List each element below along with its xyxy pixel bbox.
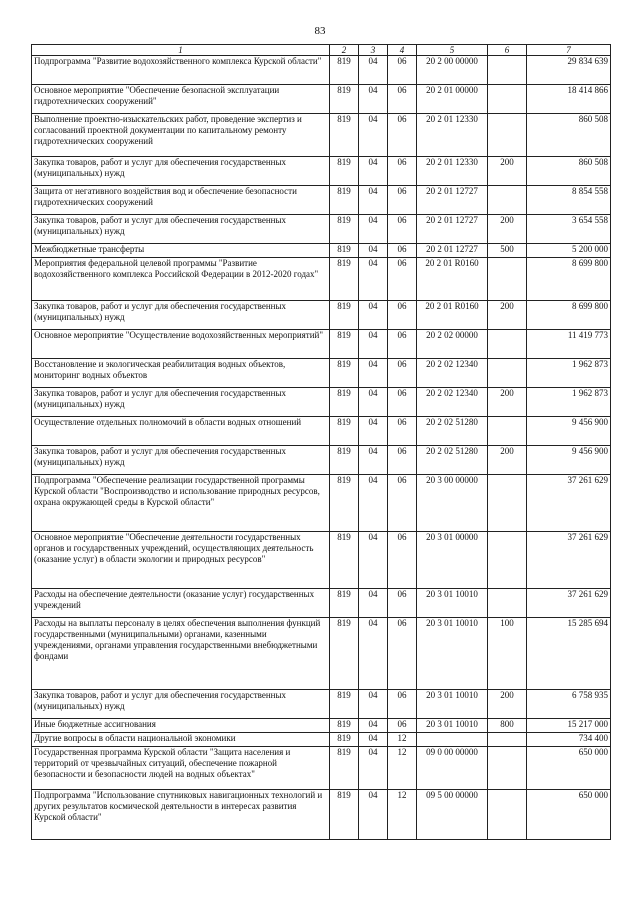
row-grbs: 819 — [330, 589, 359, 618]
column-header: 3 — [359, 45, 388, 56]
row-grbs: 819 — [330, 258, 359, 301]
table-row — [32, 301, 611, 330]
row-expense-type — [488, 790, 527, 840]
row-subsection: 06 — [388, 301, 417, 330]
row-grbs: 819 — [330, 244, 359, 258]
row-expense-type — [488, 532, 527, 589]
column-header: 1 — [32, 45, 330, 56]
row-section: 04 — [359, 589, 388, 618]
row-name: Государственная программа Курской области "Защита населения и территорий от чрезвычайных ситуаций, обеспечение пожарной безопасности и безопасности людей на водных объектах" — [32, 747, 330, 790]
row-grbs: 819 — [330, 215, 359, 244]
row-expense-type: 200 — [488, 388, 527, 417]
row-amount: 860 508 — [527, 114, 611, 157]
table-row — [32, 157, 611, 186]
row-amount: 15 285 694 — [527, 618, 611, 690]
row-subsection: 06 — [388, 258, 417, 301]
row-expense-type: 100 — [488, 618, 527, 690]
row-section: 04 — [359, 790, 388, 840]
row-grbs: 819 — [330, 532, 359, 589]
row-grbs: 819 — [330, 157, 359, 186]
row-subsection: 06 — [388, 618, 417, 690]
row-name: Иные бюджетные ассигнования — [32, 719, 330, 733]
row-grbs: 819 — [330, 330, 359, 359]
row-name: Расходы на выплаты персоналу в целях обеспечения выполнения функций государственными (муниципальными) органами, казенными учреждениями, органами управления государственными внебюджетными фондами — [32, 618, 330, 690]
row-subsection: 06 — [388, 186, 417, 215]
row-subsection: 06 — [388, 85, 417, 114]
row-amount: 9 456 900 — [527, 446, 611, 475]
row-subsection: 06 — [388, 475, 417, 532]
row-section: 04 — [359, 475, 388, 532]
row-subsection: 12 — [388, 790, 417, 840]
row-target-article: 20 2 01 R0160 — [417, 301, 488, 330]
row-section: 04 — [359, 359, 388, 388]
row-expense-type — [488, 475, 527, 532]
row-expense-type — [488, 186, 527, 215]
row-expense-type — [488, 330, 527, 359]
table-row — [32, 186, 611, 215]
row-section: 04 — [359, 690, 388, 719]
row-target-article: 20 2 00 00000 — [417, 56, 488, 85]
row-amount: 650 000 — [527, 790, 611, 840]
row-name: Закупка товаров, работ и услуг для обеспечения государственных (муниципальных) нужд — [32, 215, 330, 244]
row-expense-type: 200 — [488, 301, 527, 330]
row-amount: 8 699 800 — [527, 301, 611, 330]
row-name: Закупка товаров, работ и услуг для обеспечения государственных (муниципальных) нужд — [32, 690, 330, 719]
row-amount: 15 217 000 — [527, 719, 611, 733]
row-expense-type — [488, 85, 527, 114]
row-name: Основное мероприятие "Обеспечение деятельности государственных органов и государственных учреждений, осуществляющих деятельность (оказание услуг) в области экологии и природных ресурсов" — [32, 532, 330, 589]
row-target-article: 20 3 01 10010 — [417, 719, 488, 733]
row-grbs: 819 — [330, 690, 359, 719]
row-section: 04 — [359, 388, 388, 417]
row-name: Межбюджетные трансферты — [32, 244, 330, 258]
row-subsection: 06 — [388, 388, 417, 417]
row-amount: 8 854 558 — [527, 186, 611, 215]
row-target-article: 20 2 01 R0160 — [417, 258, 488, 301]
row-name: Выполнение проектно-изыскательских работ, проведение экспертиз и согласований проектной документации по капитальному ремонту гидротехнических сооружений — [32, 114, 330, 157]
row-section: 04 — [359, 215, 388, 244]
header-row — [32, 45, 611, 56]
row-grbs: 819 — [330, 388, 359, 417]
row-target-article: 20 2 01 12330 — [417, 114, 488, 157]
row-grbs: 819 — [330, 475, 359, 532]
row-name: Подпрограмма "Обеспечение реализации государственной программы Курской области "Воспроизводство и использование природных ресурсов, охрана окружающей среды в Курской области" — [32, 475, 330, 532]
table-row — [32, 446, 611, 475]
row-section: 04 — [359, 330, 388, 359]
row-section: 04 — [359, 733, 388, 747]
row-name: Другие вопросы в области национальной экономики — [32, 733, 330, 747]
row-grbs: 819 — [330, 85, 359, 114]
row-section: 04 — [359, 157, 388, 186]
row-amount: 6 758 935 — [527, 690, 611, 719]
row-amount: 37 261 629 — [527, 475, 611, 532]
row-section: 04 — [359, 258, 388, 301]
row-subsection: 06 — [388, 532, 417, 589]
row-name: Защита от негативного воздействия вод и обеспечение безопасности гидротехнических сооружений — [32, 186, 330, 215]
table-row — [32, 618, 611, 690]
row-expense-type — [488, 733, 527, 747]
budget-table — [31, 44, 611, 840]
row-grbs: 819 — [330, 747, 359, 790]
row-amount: 734 400 — [527, 733, 611, 747]
row-section: 04 — [359, 446, 388, 475]
row-expense-type — [488, 359, 527, 388]
row-amount: 860 508 — [527, 157, 611, 186]
row-target-article: 20 2 01 12727 — [417, 186, 488, 215]
row-subsection: 06 — [388, 330, 417, 359]
row-expense-type — [488, 114, 527, 157]
row-expense-type — [488, 56, 527, 85]
row-amount: 3 654 558 — [527, 215, 611, 244]
row-grbs: 819 — [330, 301, 359, 330]
row-target-article: 20 3 01 10010 — [417, 618, 488, 690]
row-grbs: 819 — [330, 790, 359, 840]
row-name: Восстановление и экологическая реабилитация водных объектов, мониторинг водных объектов — [32, 359, 330, 388]
row-target-article: 20 3 01 10010 — [417, 589, 488, 618]
row-name: Мероприятия федеральной целевой программы "Развитие водохозяйственного комплекса Российской Федерации в 2012-2020 годах" — [32, 258, 330, 301]
row-name: Закупка товаров, работ и услуг для обеспечения государственных (муниципальных) нужд — [32, 388, 330, 417]
row-expense-type: 800 — [488, 719, 527, 733]
row-section: 04 — [359, 417, 388, 446]
table-row — [32, 330, 611, 359]
row-section: 04 — [359, 301, 388, 330]
table-row — [32, 589, 611, 618]
row-name: Закупка товаров, работ и услуг для обеспечения государственных (муниципальных) нужд — [32, 157, 330, 186]
row-grbs: 819 — [330, 114, 359, 157]
row-expense-type: 500 — [488, 244, 527, 258]
row-section: 04 — [359, 114, 388, 157]
row-amount: 8 699 800 — [527, 258, 611, 301]
row-section: 04 — [359, 244, 388, 258]
table-row — [32, 56, 611, 85]
row-section: 04 — [359, 747, 388, 790]
row-amount: 37 261 629 — [527, 532, 611, 589]
table-row — [32, 747, 611, 790]
table-row — [32, 690, 611, 719]
table-row — [32, 790, 611, 840]
table-row — [32, 258, 611, 301]
table-row — [32, 359, 611, 388]
row-expense-type — [488, 747, 527, 790]
column-header: 6 — [488, 45, 527, 56]
column-header: 5 — [417, 45, 488, 56]
row-amount: 650 000 — [527, 747, 611, 790]
row-name: Расходы на обеспечение деятельности (оказание услуг) государственных учреждений — [32, 589, 330, 618]
row-target-article — [417, 733, 488, 747]
row-name: Подпрограмма "Развитие водохозяйственного комплекса Курской области" — [32, 56, 330, 85]
row-target-article: 20 3 00 00000 — [417, 475, 488, 532]
row-amount: 11 419 773 — [527, 330, 611, 359]
row-name: Закупка товаров, работ и услуг для обеспечения государственных (муниципальных) нужд — [32, 446, 330, 475]
table-row — [32, 475, 611, 532]
row-name: Осуществление отдельных полномочий в области водных отношений — [32, 417, 330, 446]
row-grbs: 819 — [330, 733, 359, 747]
row-amount: 37 261 629 — [527, 589, 611, 618]
row-grbs: 819 — [330, 446, 359, 475]
row-subsection: 06 — [388, 690, 417, 719]
table-row — [32, 532, 611, 589]
row-target-article: 20 3 01 00000 — [417, 532, 488, 589]
row-amount: 5 200 000 — [527, 244, 611, 258]
row-amount: 1 962 873 — [527, 388, 611, 417]
row-subsection: 06 — [388, 114, 417, 157]
row-section: 04 — [359, 719, 388, 733]
row-subsection: 12 — [388, 747, 417, 790]
row-grbs: 819 — [330, 56, 359, 85]
row-name: Закупка товаров, работ и услуг для обеспечения государственных (муниципальных) нужд — [32, 301, 330, 330]
row-subsection: 06 — [388, 56, 417, 85]
row-target-article: 09 0 00 00000 — [417, 747, 488, 790]
row-grbs: 819 — [330, 359, 359, 388]
column-header: 7 — [527, 45, 611, 56]
row-section: 04 — [359, 532, 388, 589]
row-name: Основное мероприятие "Обеспечение безопасной эксплуатации гидротехнических сооружений" — [32, 85, 330, 114]
row-target-article: 20 2 02 12340 — [417, 359, 488, 388]
row-subsection: 06 — [388, 215, 417, 244]
row-section: 04 — [359, 56, 388, 85]
row-target-article: 20 2 01 00000 — [417, 85, 488, 114]
row-expense-type: 200 — [488, 690, 527, 719]
row-section: 04 — [359, 85, 388, 114]
row-target-article: 20 2 02 00000 — [417, 330, 488, 359]
row-name: Подпрограмма "Использование спутниковых навигационных технологий и других результатов космической деятельности в интересах развития Курской области" — [32, 790, 330, 840]
row-subsection: 06 — [388, 157, 417, 186]
row-amount: 9 456 900 — [527, 417, 611, 446]
column-header: 2 — [330, 45, 359, 56]
table-row — [32, 244, 611, 258]
row-name: Основное мероприятие "Осуществление водохозяйственных мероприятий" — [32, 330, 330, 359]
page-number: 83 — [314, 25, 326, 37]
row-subsection: 06 — [388, 589, 417, 618]
row-grbs: 819 — [330, 417, 359, 446]
row-target-article: 20 2 02 12340 — [417, 388, 488, 417]
row-target-article: 20 3 01 10010 — [417, 690, 488, 719]
row-target-article: 20 2 01 12330 — [417, 157, 488, 186]
row-subsection: 06 — [388, 446, 417, 475]
row-expense-type — [488, 258, 527, 301]
row-expense-type: 200 — [488, 215, 527, 244]
row-subsection: 06 — [388, 719, 417, 733]
row-amount: 1 962 873 — [527, 359, 611, 388]
row-target-article: 09 5 00 00000 — [417, 790, 488, 840]
row-expense-type — [488, 589, 527, 618]
row-section: 04 — [359, 618, 388, 690]
row-amount: 18 414 866 — [527, 85, 611, 114]
row-target-article: 20 2 02 51280 — [417, 417, 488, 446]
table-row — [32, 388, 611, 417]
table-row — [32, 417, 611, 446]
row-subsection: 06 — [388, 244, 417, 258]
table-row — [32, 85, 611, 114]
row-target-article: 20 2 01 12727 — [417, 215, 488, 244]
table-row — [32, 114, 611, 157]
table-row — [32, 719, 611, 733]
row-target-article: 20 2 02 51280 — [417, 446, 488, 475]
row-grbs: 819 — [330, 719, 359, 733]
row-target-article: 20 2 01 12727 — [417, 244, 488, 258]
row-section: 04 — [359, 186, 388, 215]
row-grbs: 819 — [330, 186, 359, 215]
row-amount: 29 834 639 — [527, 56, 611, 85]
row-expense-type: 200 — [488, 446, 527, 475]
row-expense-type — [488, 417, 527, 446]
column-header: 4 — [388, 45, 417, 56]
row-expense-type: 200 — [488, 157, 527, 186]
table-row — [32, 733, 611, 747]
row-subsection: 06 — [388, 417, 417, 446]
row-subsection: 06 — [388, 359, 417, 388]
row-grbs: 819 — [330, 618, 359, 690]
row-subsection: 12 — [388, 733, 417, 747]
table-row — [32, 215, 611, 244]
